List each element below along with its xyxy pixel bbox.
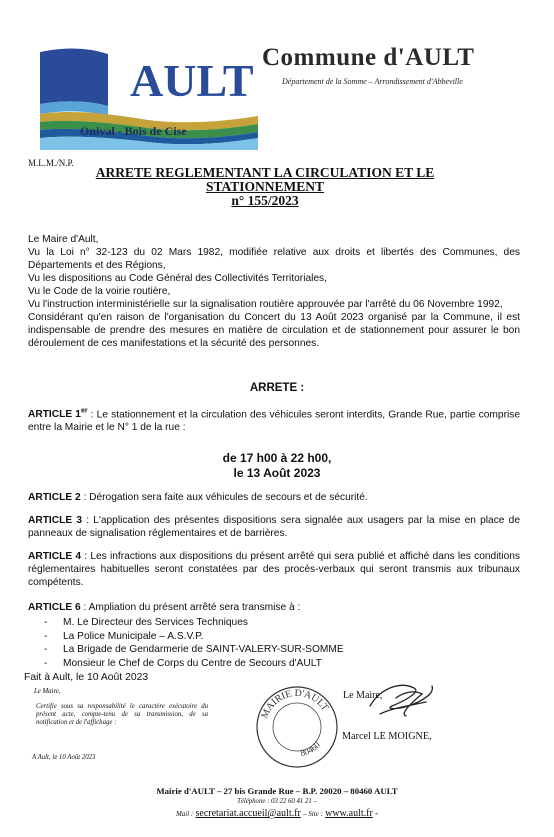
article-6 xyxy=(28,601,520,614)
ault-logo xyxy=(38,42,260,150)
article-6-text: : Ampliation du présent arrêté sera transmise à : xyxy=(80,602,301,613)
article-1-schedule xyxy=(0,451,554,481)
preamble xyxy=(28,233,520,350)
article-2 xyxy=(28,491,520,504)
ampliation-list xyxy=(44,616,344,670)
preamble-line: Vu les dispositions au Code Général des Collectivités Territoriales, xyxy=(28,273,327,284)
preamble-line: Vu le Code de la voirie routière, xyxy=(28,286,171,297)
commune-title: Commune d'AULT xyxy=(262,44,475,71)
title-line-3: n° 155/2023 xyxy=(231,193,299,208)
site-link[interactable]: www.ault.fr xyxy=(325,808,373,819)
list-item: - La Brigade de Gendarmerie de SAINT-VALERY-SUR-SOMME xyxy=(44,643,344,657)
article-1-label: ARTICLE 1er xyxy=(28,408,88,421)
preamble-line: Considérant qu'en raison de l'organisation du Concert du 13 Août 2023 organisé par la Commune, il est indispensable de prendre des mesures en matière de circulation et de stationnement pour assurer le bon déroulement de ces manifestations et la sécurité des personnes. xyxy=(28,312,520,349)
signatory-name: Marcel LE MOIGNE, xyxy=(342,731,432,742)
done-at: Fait à Ault, le 10 Août 2023 xyxy=(24,672,149,683)
article-6-label: ARTICLE 6 xyxy=(28,602,81,613)
title-line-1: ARRETE REGLEMENTANT LA CIRCULATION ET LE xyxy=(95,165,435,180)
article-3 xyxy=(28,514,520,540)
schedule-hours: de 17 h00 à 22 h00, xyxy=(222,451,332,465)
site-label: – Site : xyxy=(303,810,323,818)
mail-link[interactable]: secretariat.accueil@ault.fr xyxy=(195,808,301,819)
footer-telephone: Téléphone : 03 22 60 41 21 – xyxy=(237,798,317,805)
article-3-label: ARTICLE 3 xyxy=(28,515,82,526)
certification-maire: Le Maire, xyxy=(34,688,61,695)
certification-text: Certifie sous sa responsabilité le caractère exécutoire du présent acte, compte-tenu de sa transmission, de sa notification et de l'affichage : xyxy=(36,703,208,726)
article-4 xyxy=(28,550,520,589)
list-item: - M. Le Directeur des Services Techniques xyxy=(44,616,344,630)
logo-text: AULT xyxy=(130,55,254,106)
article-4-label: ARTICLE 4 xyxy=(28,551,82,562)
footer-address: Mairie d'AULT – 27 bis Grande Rue – B.P. 20020 – 80460 AULT xyxy=(156,786,398,796)
signature-role: Le Maire, xyxy=(343,690,383,701)
article-1 xyxy=(28,405,520,434)
logo-subtitle: Onival - Bois de Cise xyxy=(80,124,187,138)
list-item: - Monsieur le Chef de Corps du Centre de Secours d'AULT xyxy=(44,657,344,671)
footer-end: - xyxy=(372,808,379,818)
footer-contact xyxy=(0,808,554,819)
title-line-2: STATIONNEMENT xyxy=(205,179,325,194)
article-2-label: ARTICLE 2 xyxy=(28,492,81,503)
schedule-date: le 13 Août 2023 xyxy=(233,466,321,480)
stamp-top-text: MAIRIE D'AULT xyxy=(259,687,331,721)
article-2-text: : Dérogation sera faite aux véhicules de secours et de sécurité. xyxy=(80,492,368,503)
article-3-text: : L'application des présentes dispositions sera signalée aux usagers par la mise en place de panneaux de signalisation réglementaires et de barrières. xyxy=(28,515,520,539)
preamble-line: Vu l'instruction interministérielle sur la signalisation routière approuvée par l'arrêté du 06 Novembre 1992, xyxy=(28,299,503,310)
arrete-heading: ARRETE : xyxy=(249,382,305,394)
certification-date: A Ault, le 10 Août 2023 xyxy=(32,754,96,761)
stamp-bottom-text: 80460 xyxy=(299,739,323,758)
preamble-line: Vu la Loi n° 32-123 du 02 Mars 1982, modifiée relative aux droits et libertés des Communes, des Départements et des Régions, xyxy=(28,247,520,271)
mail-label: Mail : xyxy=(175,810,194,818)
reference-code: M.L.M./N.P. xyxy=(28,158,74,168)
mairie-stamp xyxy=(254,684,340,770)
article-4-text: : Les infractions aux dispositions du présent arrêté qui sera publié et affiché dans les conditions réglementaires habituelles seront constatées par des procès-verbaux qui seront transmis aux tribunaux compétents. xyxy=(28,551,520,588)
article-1-text: : Le stationnement et la circulation des véhicules seront interdits, Grande Rue, partie comprise entre la Mairie et le N° 1 de la rue : xyxy=(28,409,520,434)
document-title xyxy=(60,166,470,208)
list-item: - La Police Municipale – A.S.V.P. xyxy=(44,630,344,644)
commune-subtitle: Département de la Somme – Arrondissement d'Abbeville xyxy=(282,77,463,86)
certification-block xyxy=(24,688,214,727)
preamble-line: Le Maire d'Ault, xyxy=(28,234,99,245)
